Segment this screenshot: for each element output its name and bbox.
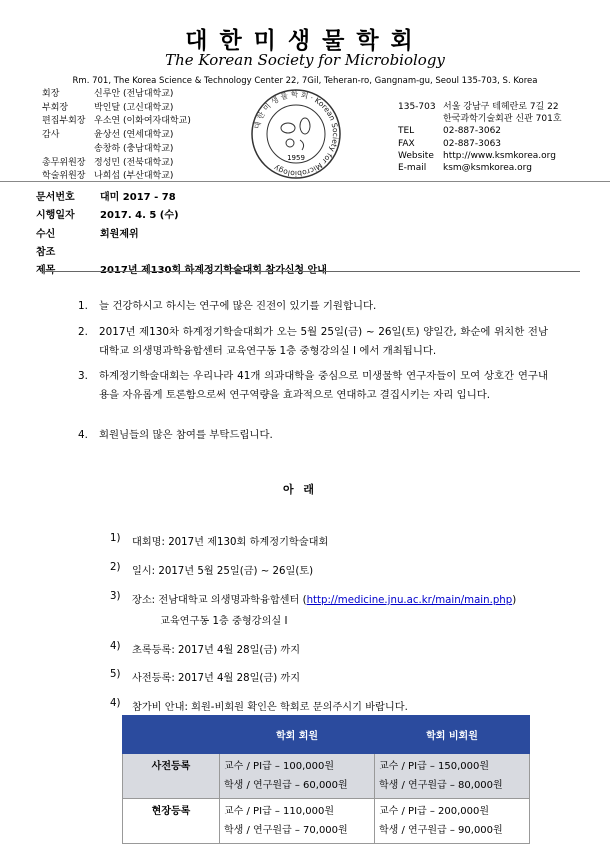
svg-text:1959: 1959	[287, 154, 305, 162]
venue-url-link[interactable]: http://medicine.jnu.ac.kr/main/main.php	[306, 595, 513, 606]
detail-item: 5) 사전등록: 2017년 4월 28일(금) 까지	[110, 669, 301, 684]
contact-block: 135-703 서울 강남구 테헤란로 7길 22 한국과학기술회관 신관 701호 TEL 02-887-3062 FAX 02-887-3063 Website http://www.ksmkorea.org E-mail ksm@ksmkorea.org	[398, 102, 562, 174]
officer-row: 총무위원장 정성민 (전북대학교)	[42, 157, 174, 168]
tel-number: 02-887-3062	[443, 126, 502, 137]
society-seal-logo	[250, 88, 342, 180]
section-heading: 아 래	[282, 483, 318, 496]
fee-table	[122, 715, 530, 844]
header-nonmember: 학회 비회원	[375, 716, 530, 754]
detail-item: 4) 초록등록: 2017년 4월 28일(금) 까지	[110, 641, 301, 656]
fax-number: 02-887-3063	[443, 138, 502, 149]
officer-row: 감사 윤상선 (연세대학교)	[42, 130, 174, 141]
member-fee: 교수 / PI급 – 110,000원 학생 / 연구원급 – 70,000원	[220, 799, 375, 844]
officer-list	[42, 88, 191, 184]
meta-row: 수신 회원제위	[36, 228, 139, 240]
officer-row: 송창하 (충남대학교)	[94, 143, 174, 154]
member-fee: 교수 / PI급 – 100,000원 학생 / 연구원급 – 60,000원	[220, 754, 375, 799]
meta-divider	[40, 271, 580, 272]
society-title-english: The Korean Society for Microbiology	[165, 51, 445, 69]
body-paragraph: 2. 2017년 제130차 하계정기학술대회가 오는 5월 25일(금) ~ 26일(토) 양일간, 화순에 위치한 전남대학교 의생명과학융합센터 교육연구동 1층 중형강의실 I 에서 개최됩니다.	[78, 326, 548, 357]
fee-category: 현장등록	[123, 799, 220, 844]
officer-row: 학술위원장 나희섭 (부산대학교)	[42, 171, 174, 182]
officer-row: 회장 신루안 (전남대학교)	[42, 89, 174, 99]
nonmember-fee: 교수 / PI급 – 150,000원 학생 / 연구원급 – 80,000원	[375, 754, 530, 799]
officer-row: 편집부회장 우소연 (이화여자대학교)	[42, 116, 191, 127]
meta-row: 참조	[36, 246, 56, 258]
fee-row-preregistration	[123, 754, 530, 799]
email-link[interactable]: ksm@ksmkorea.org	[443, 163, 532, 174]
society-address: Rm. 701, The Korea Science & Technology Center 22, 7Gil, Teheran-ro, Gangnam-gu, Seoul 135-703, S. Korea	[72, 76, 538, 86]
officer-row: 부회장 박인달 (고신대학교)	[42, 102, 174, 113]
fee-row-onsite	[123, 799, 530, 844]
fee-table-header	[123, 716, 530, 754]
body-paragraph: 4. 회원님들의 많은 참여를 부탁드립니다.	[78, 429, 273, 441]
body-paragraph: 1. 늘 건강하시고 하시는 연구에 많은 진전이 있기를 기원합니다.	[78, 300, 377, 312]
header-divider	[0, 181, 610, 182]
fee-category: 사전등록	[123, 754, 220, 799]
meta-row: 시행일자 2017. 4. 5 (수)	[36, 210, 179, 222]
body-paragraph: 3. 하계정기학술대회는 우리나라 41개 의과대학을 중심으로 미생물학 연구자들이 모여 상호간 연구내용을 자유롭게 토론함으로써 연구역량을 효과적으로 연대하고 결집시키는 자리 입니다.	[78, 370, 548, 401]
website-link[interactable]: http://www.ksmkorea.org	[443, 150, 556, 161]
detail-item: 1) 대회명: 2017년 제130회 하계정기학술대회	[110, 533, 329, 548]
header-member: 학회 회원	[220, 716, 375, 754]
society-title-korean: 대한미생물학회	[185, 28, 425, 54]
nonmember-fee: 교수 / PI급 – 200,000원 학생 / 연구원급 – 90,000원	[375, 799, 530, 844]
detail-item-line2: 교육연구동 1층 중형강의실 I	[160, 616, 288, 627]
detail-item: 3) 장소: 전남대학교 의생명과학융합센터 (http://medicine.jnu.ac.kr/main/main.php)	[110, 591, 517, 606]
svg-text:대 한 미 생 물 학 회 · Korean Society: 대 한 미 생 물 학 회 · Korean Society for Microbiology	[252, 89, 341, 179]
detail-item: 2) 일시: 2017년 5월 25일(금) ~ 26일(토)	[110, 562, 314, 577]
detail-item: 4) 참가비 안내: 회원-비회원 확인은 학회로 문의주시기 바랍니다.	[110, 698, 408, 713]
meta-row: 문서번호 대미 2017 - 78	[36, 192, 176, 203]
document-meta	[36, 189, 327, 280]
meta-row: 제목 2017년 제130회 하계정기학술대회 참가신청 안내	[36, 265, 327, 277]
